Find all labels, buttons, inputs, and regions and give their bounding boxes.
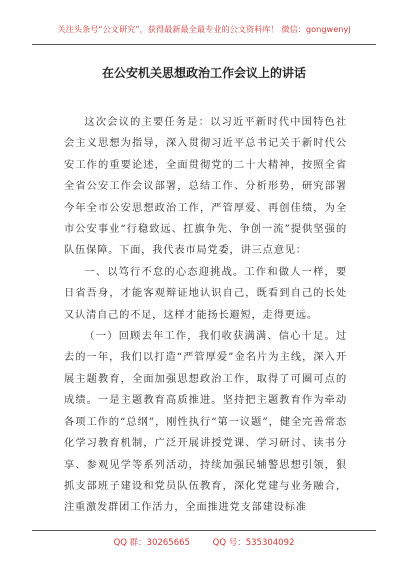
qq-group-label: QQ 群：30265665 xyxy=(113,538,190,548)
document-title: 在公安机关思想政治工作会议上的讲话 xyxy=(101,66,306,80)
promo-header-note: 关注头条号“公文研究”，获得最新最全最专业的公文资料库！ 微信：gongwenyj xyxy=(57,24,351,34)
paragraph-subsection-one: （一）回顾去年工作，我们收获满满、信心十足。过去的一年，我们以打造“严管厚爱”金名片为主线，深入开展主题教育，全面加强思想政治工作，取得了可圈可点的成绩。一是主题教育高质推进。坚持把主题教育作为牵动各项工作的“总纲”，刚性执行“第一议题”，健全完善常态化学习教育机制，广泛开展讲授党课、学习研讨、读书分享、参观见学等系列活动，持续加强民辅警思想引领，狠抓支部班子建设和党员队伍教育，深化党建与业务融合，注重激发群团工作活力，全面推进党支部建设标准 xyxy=(64,331,347,514)
footer-divider xyxy=(32,530,376,531)
header-divider xyxy=(32,44,376,45)
document-body xyxy=(64,112,347,519)
paragraph-intro: 这次会议的主要任务是：以习近平新时代中国特色社会主义思想为指导，深入贯彻习近平总书记关于新时代公安工作的重要论述，全面贯彻党的二十大精神，按照全省全省公安工作会议部署，总结工作、分析形势，研究部署今年全市公安思想政治工作，严管厚爱、再创佳绩，为全市公安事业“行稳致远、扛旗争先、争创一流”提供坚强的队伍保障。下面，我代表市局党委，讲三点意见： xyxy=(64,117,347,257)
contact-footer xyxy=(0,536,408,548)
paragraph-section-one: 一、以笃行不怠的心态迎挑战。工作和做人一样，要日省吾身，才能客观辩证地认识自己，既看到自己的长处又认清自己的不足，这样才能扬长避短，走得更远。 xyxy=(64,266,347,321)
qq-number-label: QQ 号：535304092 xyxy=(212,538,295,548)
